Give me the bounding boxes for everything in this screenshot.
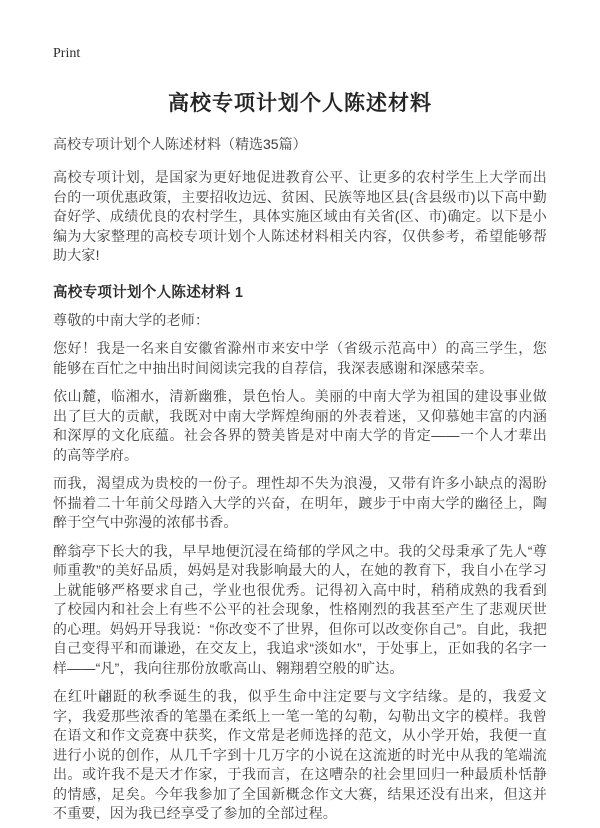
paragraph-writing-passion: 在红叶翩跹的秋季诞生的我，似乎生命中注定要与文字结缘。是的，我爱文字，我爱那些浓香的笔墨在柔纸上一笔一笔的勾勒，勾勒出文字的模样。我曾在语文和作文竞赛中获奖，作文常是老师选择的范文，从小学开始，我便一直进行小说的创作，从几千字到十几万字的小说在这流逝的时光中从我的笔端流出。或许我不是天才作家，于我而言，在这嘈杂的社会里回归一种最质朴恬静的情感，足矣。今年我参加了全国新概念作文大赛，结果还没有出来，但这并不重要，因为我已经享受了参加的全部过程。 <box>53 688 547 821</box>
document-body <box>53 168 547 824</box>
paragraph-greeting: 您好！我是一名来自安徽省滁州市来安中学（省级示范高中）的高三学生，您能够在百忙之中抽出时间阅读完我的自荐信，我深表感谢和深感荣幸。 <box>53 340 547 376</box>
paragraph-university-praise: 依山麓，临湘水，清新幽雅，景色怡人。美丽的中南大学为祖国的建设事业做出了巨大的贡献，我既对中南大学辉煌绚丽的外表着迷，又仰慕她丰富的内涵和深厚的文化底蕴。社会各界的赞美皆是对中南大学的肯定——一个人才辈出的高等学府。 <box>53 388 547 463</box>
paragraph-upbringing: 醉翁亭下长大的我，早早地便沉浸在绮郁的学风之中。我的父母秉承了先人“尊师重教”的美好品质，妈妈是对我影响最大的人，在她的教育下，我自小在学习上就能够严格要求自己，学业也很优秀。记得初入高中时，稍稍成熟的我看到了校园内和社会上有些不公平的社会现象，性格刚烈的我甚至产生了悲观厌世的心理。妈妈开导我说：“你改变不了世界，但你可以改变你自己”。自此，我把自己变得平和而谦逊，在交友上，我追求“淡如水”，于处事上，正如我的名字一样——“凡”，我向往那份放歌高山、翱翔碧空般的旷达。 <box>53 542 547 676</box>
page-subtitle: 高校专项计划个人陈述材料（精选35篇） <box>53 136 307 152</box>
page-title: 高校专项计划个人陈述材料 <box>168 92 432 115</box>
intro-paragraph: 高校专项计划，是国家为更好地促进教育公平、让更多的农村学生上大学而出台的一项优惠政策，主要招收边远、贫困、民族等地区县(含县级市)以下高中勤奋好学、成绩优良的农村学生，具体实施区域由有关省(区、市)确定。以下是小编为大家整理的高校专项计划个人陈述材料相关内容，仅供参考，希望能够帮助大家! <box>53 169 547 263</box>
section-heading-1: 高校专项计划个人陈述材料 1 <box>53 284 244 301</box>
print-link[interactable]: Print <box>53 46 81 61</box>
paragraph-aspiration: 而我，渴望成为贵校的一份子。理性却不失为浪漫，又带有许多小缺点的渴盼怀揣着二十年前父母踏入大学的兴奋，在明年，踱步于中南大学的幽径上，陶醉于空气中弥漫的浓郁书香。 <box>53 475 547 530</box>
paragraph-salutation: 尊敬的中南大学的老师： <box>53 311 210 328</box>
